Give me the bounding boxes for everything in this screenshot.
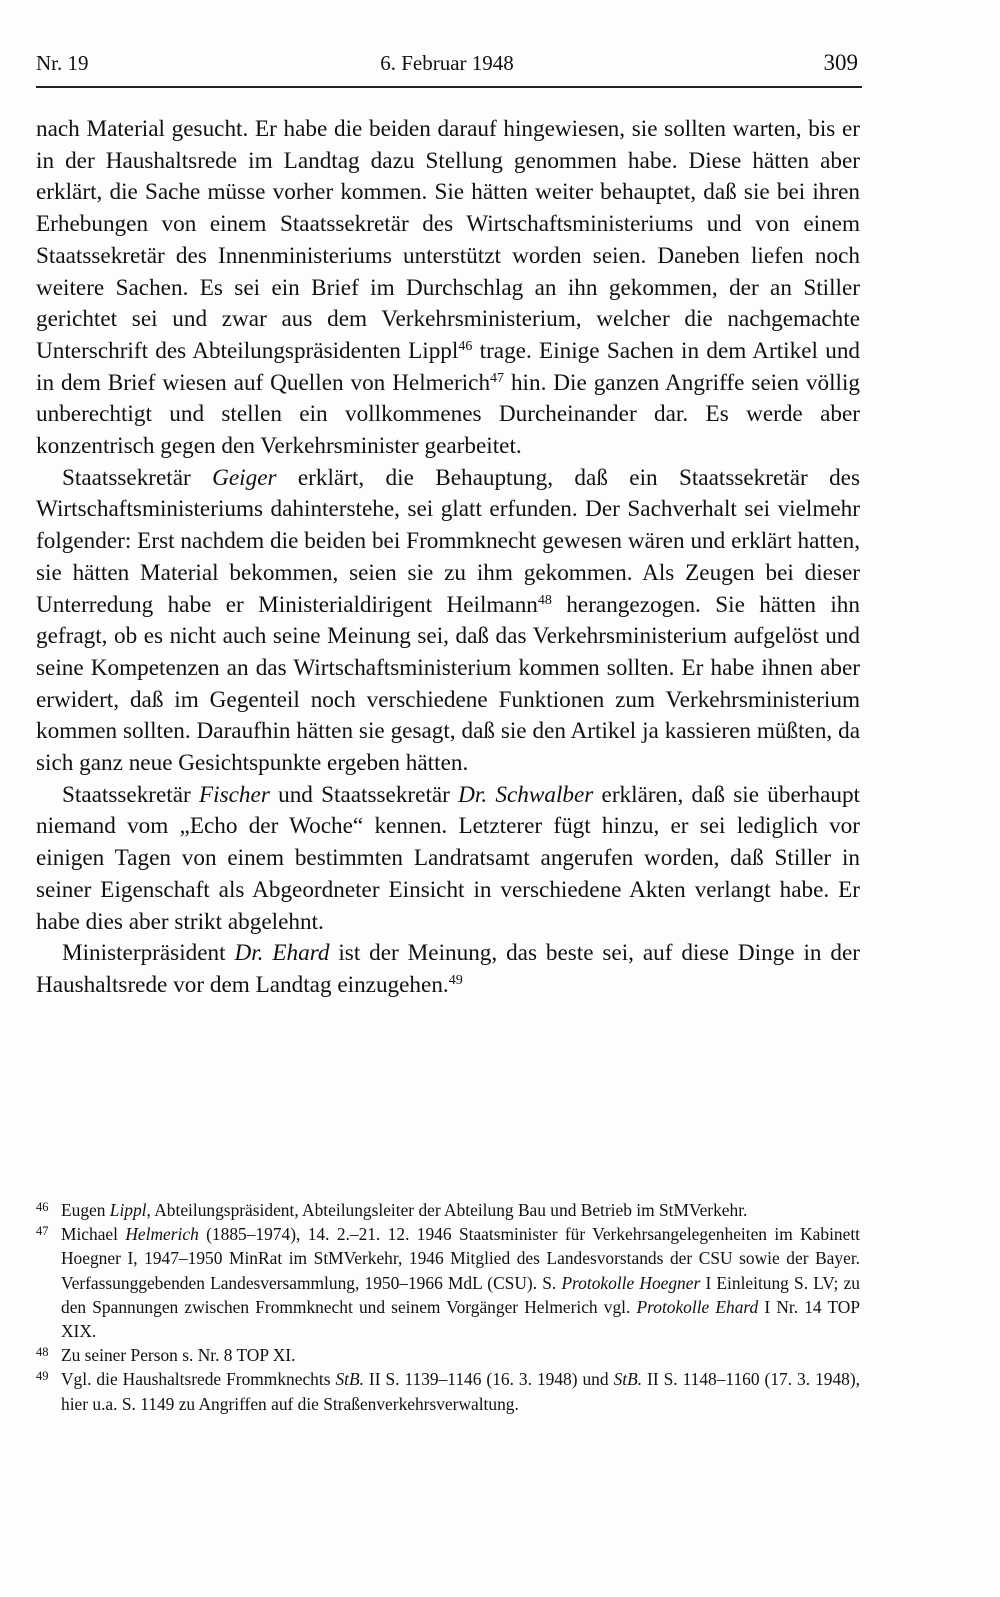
paragraph-1-text-a: nach Material gesucht. Er habe die beiden darauf hingewiesen, sie sollten warten, bis er in der Haushaltsrede im Landtag dazu Stellung genommen habe. Diese hätten aber erklärt, die Sache müsse vorher kommen. Sie hätten weiter behauptet, daß sie bei ihren Erhebungen von einem Staatssekretär des Wirtschaftsministeriums und von einem Staatssekretär des Innenministeriums unterstützt worden seien. Daneben liefen noch weitere Sachen. Es sei ein Brief im Durchschlag an ihn gekommen, der an Stiller gerichtet sei und zwar aus dem Verkehrsministerium, welcher die nachgemachte Unterschrift des Abteilungspräsidenten Lippl (36, 116, 860, 364)
paragraph-3-text-b: und Staatssekretär (269, 781, 459, 808)
footnote-46 (36, 1198, 860, 1222)
footnote-49-text-b: II S. 1139–1146 (16. 3. 1948) und (363, 1369, 614, 1390)
speaker-schwalber: Dr. Schwalber (458, 781, 594, 808)
main-text (36, 114, 860, 1002)
paragraph-3-text-a: Staatssekretär (62, 781, 200, 808)
footnote-47-text-c: I Einleitung S. LV; zu den Spannungen zwischen Frommknecht und seinem Vorgänger Helmerich vgl. (61, 1272, 860, 1317)
paragraph-1 (36, 114, 860, 463)
issue-number: Nr. 19 (36, 51, 89, 75)
footnote-number: 47 (36, 1224, 49, 1239)
paragraph-2 (36, 463, 860, 780)
footnote-47-text-d: I Nr. 14 TOP XIX. (61, 1296, 860, 1342)
footnotes (36, 1198, 860, 1416)
paragraph-2-text-b: erklärt, die Behauptung, daß ein Staatssekretär des Wirtschaftsministeriums dahinterstehe, sei glatt erfunden. Der Sachverhalt sei vielmehr folgender: Erst nachdem die beiden bei Frommknecht gewesen wären und erklärt hatten, sie hätten Material bekommen, seien sie zu ihm gekommen. Als Zeugen bei dieser Unterredung habe er Ministerialdirigent Heilmann (36, 464, 860, 618)
footnote-46-name: Lippl (109, 1200, 147, 1220)
footnote-46-text-b: , Abteilungspräsident, Abteilungsleiter der Abteilung Bau und Betrieb im StMVerkehr. (146, 1200, 748, 1220)
footnote-47 (36, 1222, 860, 1343)
footnote-ref-47: 47 (490, 370, 505, 386)
paragraph-4-text-a: Ministerpräsident (62, 940, 235, 967)
footnote-48 (36, 1343, 860, 1367)
footnote-number: 49 (36, 1369, 49, 1384)
paragraph-2-text-c: herangezogen. Sie hätten ihn gefragt, ob es nicht auch seine Meinung sei, daß das Verkehrsministerium aufgelöst und seine Kompetenzen an das Wirtschaftsministerium kommen sollten. Er habe ihnen aber erwidert, daß im Gegenteil noch verschiedene Funktionen zum Verkehrsministerium kommen sollten. Daraufhin hätten sie gesagt, daß sie den Artikel ja kassieren müßten, da sich ganz neue Gesichtspunkte ergeben hätten. (36, 591, 860, 777)
footnote-49-ref-stb-2: StB. (613, 1369, 643, 1390)
footnote-47-ref-hoegner: Protokolle Hoegner (561, 1272, 701, 1293)
footnote-47-text-a: Michael (61, 1224, 126, 1245)
speaker-ehard: Dr. Ehard (234, 940, 330, 967)
paragraph-4 (36, 938, 860, 1001)
footnote-47-ref-ehard: Protokolle Ehard (636, 1296, 759, 1317)
footnote-49 (36, 1367, 860, 1415)
paragraph-1-text-c: hin. Die ganzen Angriffe seien völlig unberechtigt und stellen ein vollkommenes Durcheinander dar. Es werde aber konzentrisch gegen den Verkehrsminister gearbeitet. (36, 369, 860, 460)
paragraph-4-text-b: ist der Meinung, das beste sei, auf diese Dinge in der Haushaltsrede vor dem Landtag einzugehen. (36, 940, 860, 998)
paragraph-3-text-c: erklären, daß sie überhaupt niemand vom „Echo der Woche“ kennen. Letzterer fügt hinzu, er sei lediglich vor einigen Tagen von einem bestimmten Landratsamt angerufen worden, daß Stiller in seiner Eigenschaft als Abgeordneter Einsicht in verschiedene Akten verlangt habe. Er habe dies aber strikt abgelehnt. (36, 781, 860, 935)
header-date: 6. Februar 1948 (380, 51, 514, 75)
footnote-49-text-c: II S. 1148–1160 (17. 3. 1948), hier u.a. S. 1149 zu Angriffen auf die Straßenverkehrsverwaltung. (61, 1369, 860, 1414)
paragraph-3 (36, 780, 860, 939)
footnote-ref-46: 46 (458, 338, 473, 354)
paragraph-2-text-a: Staatssekretär (62, 464, 213, 491)
speaker-fischer: Fischer (199, 781, 270, 808)
footnote-47-name: Helmerich (125, 1224, 199, 1245)
footnote-ref-48: 48 (537, 592, 552, 608)
header-rule (36, 86, 862, 88)
footnote-49-ref-stb-1: StB. (335, 1369, 364, 1390)
footnote-number: 48 (36, 1345, 49, 1360)
speaker-geiger: Geiger (212, 464, 277, 491)
footnote-47-text-b: (1885–1974), 14. 2.–21. 12. 1946 Staatsminister für Verkehrsangelegenheiten im Kabinett Hoegner I, 1947–1950 MinRat im StMVerkehr, 1946 Mitglied des Landesvorstands der CSU sowie der Bayer. Verfassunggebenden Landesversammlung, 1950–1966 MdL (CSU). S. (61, 1224, 860, 1293)
footnote-48-text: Zu seiner Person s. Nr. 8 TOP XI. (61, 1345, 296, 1366)
footnote-number: 46 (36, 1200, 49, 1214)
footnote-49-text-a: Vgl. die Haushaltsrede Frommknechts (61, 1369, 336, 1390)
paragraph-1-text-b: trage. Einige Sachen in dem Artikel und in dem Brief wiesen auf Quellen von Helmerich (36, 337, 861, 396)
page-number: 309 (823, 50, 858, 75)
footnote-46-text-a: Eugen (61, 1200, 110, 1220)
footnote-ref-49: 49 (448, 972, 463, 988)
